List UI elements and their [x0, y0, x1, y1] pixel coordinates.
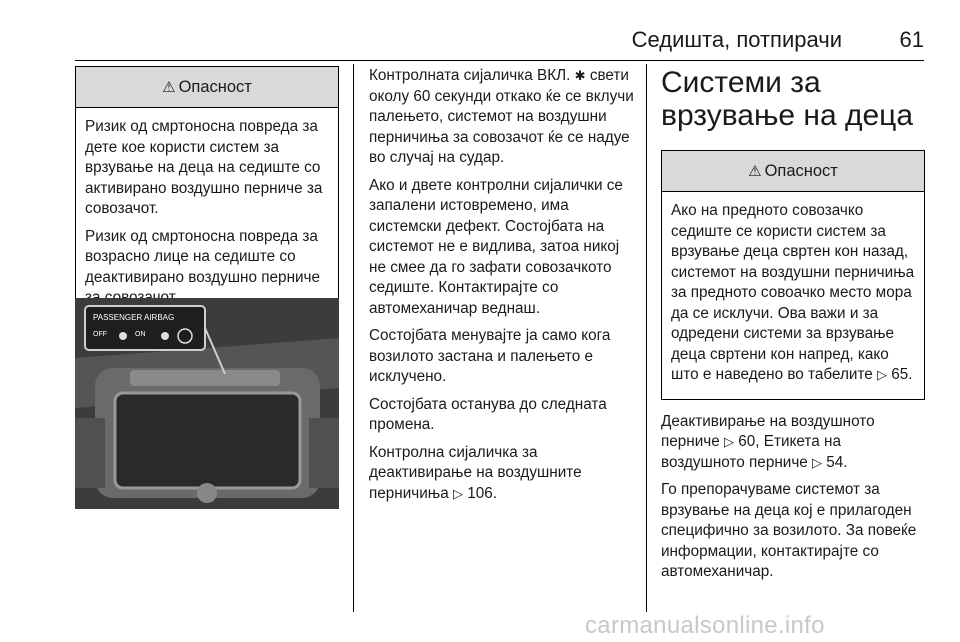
paragraph: Деактивирање на воздушното перниче ▷ 60, Етикета на воздушното перниче ▷ 54. — [661, 412, 875, 471]
danger-box-body — [76, 108, 338, 322]
dashboard-photo — [75, 298, 339, 509]
column-divider — [353, 64, 354, 612]
off-indicator-icon — [119, 332, 127, 340]
page-reference-icon: ▷ — [877, 367, 888, 382]
warning-triangle-icon: ⚠ — [162, 79, 176, 96]
left-column — [75, 66, 339, 323]
danger-title: Опасност — [178, 78, 252, 96]
paragraph: Ако и двете контролни сијалички се запалени истовремено, има системски дефект. Состојбата на системот не е видлива, затоа никој не смее да го зафати совозачкото седиште. Контактирајте со автомеханичар веднаш. — [369, 176, 623, 317]
paragraph: Контролната сијаличка ВКЛ. ✱ свети околу 60 секунди откако ќе се вклучи палењето, системот на воздушни перничиња за совозачот ќе се надуе во случај на судар. — [369, 67, 634, 166]
column-divider — [646, 64, 647, 612]
page-number: 61 — [899, 27, 924, 52]
header-rule — [75, 60, 924, 61]
page-header — [75, 27, 924, 59]
danger-text: Ризик од смртоносна повреда за возрасно лице на седиште со деактивирано воздушно перниче — [85, 227, 321, 286]
on-indicator-icon — [161, 332, 169, 340]
right-column — [661, 66, 925, 590]
danger-box-header — [76, 67, 338, 108]
danger-text: Ризик од смртоносна повреда за дете кое користи систем за врзување на деца на седиште со активирано воздушно перниче за совозачот. — [85, 118, 323, 217]
off-label: OFF — [93, 331, 107, 338]
paragraph: Го препорачуваме системот за врзување на деца кој е прилагоден специфично за возилото. За повеќе информации, контактирајте со автомеханичар. — [661, 481, 917, 580]
danger-box-body — [662, 192, 924, 399]
danger-title: Опасност — [764, 162, 838, 180]
paragraph: Состојбата менувајте ја само кога возилото застана и палењето е исклучено. — [369, 327, 611, 385]
dashboard-illustration — [75, 298, 339, 509]
danger-box — [661, 150, 925, 400]
paragraph: Состојбата останува до следната промена. — [369, 395, 607, 433]
warning-triangle-icon: ⚠ — [748, 163, 762, 180]
page-reference-icon: ▷ — [724, 434, 735, 449]
section-heading: Системи за врзување на деца — [661, 66, 914, 132]
page-reference[interactable]: 65. — [891, 366, 913, 383]
danger-box-header — [662, 151, 924, 192]
middle-column — [369, 66, 637, 511]
passenger-airbag-label: PASSENGER AIRBAG — [93, 313, 175, 322]
page-reference[interactable]: 106. — [467, 484, 498, 502]
danger-text: Ако на предното совозачко седиште се користи систем за врзување деца свртен кон назад, системот на воздушни перничиња за предното совоачко место мора да се исклучи. Ова важи и за одредени системи за врзување деца свртени кон напред, како што е наведено во табелите ▷ 65. — [671, 202, 915, 383]
page-reference-icon: ▷ — [812, 454, 823, 470]
watermark: carmanualsonline.info — [585, 612, 825, 639]
danger-box — [75, 66, 339, 323]
airbag-on-icon: ✱ — [574, 68, 586, 83]
on-label: ON — [135, 331, 146, 338]
paragraph: Контролна сијаличка за деактивирање на воздушните перничиња ▷ 106. — [369, 443, 582, 502]
page-reference-icon: ▷ — [453, 485, 463, 501]
header-title: Седишта, потпирачи — [631, 27, 842, 52]
